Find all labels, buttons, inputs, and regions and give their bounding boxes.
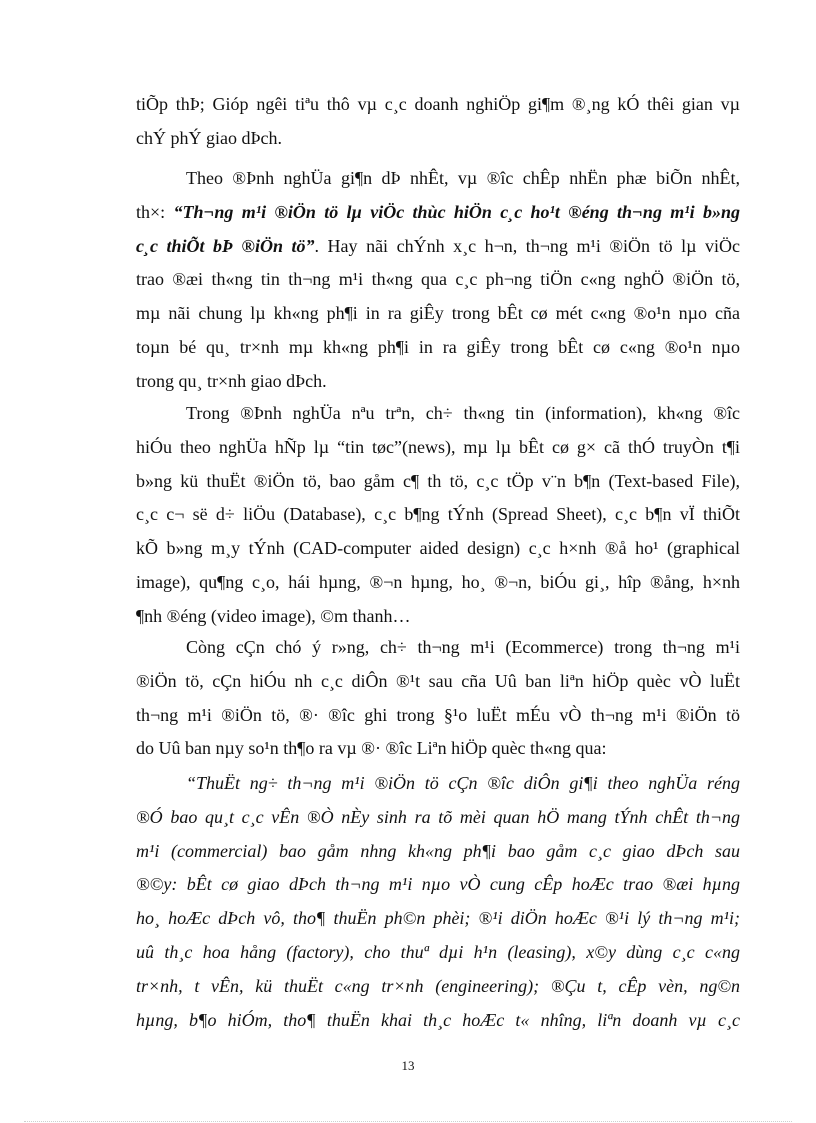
text-line: ®Ó bao qu¸t c¸c vÊn ®Ò nÈy sinh ra tõ mèi quan hÖ mang tÝnh chÊt th¬ng <box>136 806 740 827</box>
text-line: b»ng kü thuËt ®iÖn tö, bao gåm c¶ th tö, c¸c tÖp v¨n b¶n (Text-based File), <box>136 470 740 491</box>
text-run: th×: <box>136 201 174 222</box>
text-line: toµn bé qu¸ tr×nh mµ kh«ng ph¶i in ra giÊy trong bÊt cø c«ng ®o¹n nµo <box>136 336 740 357</box>
text-line: Theo ®Þnh nghÜa gi¶n dÞ nhÊt, vµ ®îc chÊp nhËn phæ biÕn nhÊt, <box>186 168 740 188</box>
text-line: ®©y: bÊt cø giao dÞch th¬ng m¹i nµo vÒ cung cÊp hoÆc trao ®æi hµng <box>136 874 740 895</box>
text-line: mµ nãi chung lµ kh«ng ph¶i in ra giÊy trong bÊt cø mét c«ng ®o¹n nµo cña <box>136 303 740 324</box>
text-line <box>136 230 740 264</box>
text-line: ¶nh ®éng (video image), ©m thanh… <box>136 605 411 626</box>
text-line: hµng, b¶o hiÓm, tho¶ thuËn khai th¸c hoÆc t« nhîng, liªn doanh vµ c¸c <box>136 1009 740 1030</box>
text-line: hiÓu theo nghÜa hÑp lµ “tin tøc”(news), mµ lµ bÊt cø g× cã thÓ truyÒn t¶i <box>136 436 740 457</box>
text-run: . Hay nãi chÝnh x¸c h¬n, th¬ng m¹i ®iÖn tö lµ viÖc <box>314 235 740 256</box>
text-line: ho¸ hoÆc dÞch vô, tho¶ thuËn ph©n phèi; ®¹i diÖn hoÆc ®¹i lý th¬ng m¹i; <box>136 908 740 929</box>
page-number: 13 <box>401 1058 415 1073</box>
text-line: trong qu¸ tr×nh giao dÞch. <box>136 370 327 391</box>
text-line: Còng cÇn chó ý r»ng, ch÷ th¬ng m¹i (Ecommerce) trong th¬ng m¹i <box>186 637 740 657</box>
text-line: th¬ng m¹i ®iÖn tö, ®· ®îc ghi trong §¹o luËt mÉu vÒ th¬ng m¹i ®iÖn tö <box>136 704 740 725</box>
definition-quote: “Th¬ng m¹i ®iÖn tö lµ viÖc thùc hiÖn c¸c ho¹t ®éng th¬ng m¹i b»ng <box>173 201 740 222</box>
paragraph-5-quotation <box>136 767 740 1037</box>
text-line: c¸c c¬ së d÷ liÖu (Database), c¸c b¶ng tÝnh (Spread Sheet), c¸c b¶n vÏ thiÕt <box>136 504 740 525</box>
text-line: trao ®æi th«ng tin th¬ng m¹i th«ng qua c¸c ph¬ng tiÖn c«ng nghÖ ®iÖn tö, <box>136 269 740 290</box>
text-line: “ThuËt ng÷ th¬ng m¹i ®iÖn tö cÇn ®îc diÔn gi¶i theo nghÜa réng <box>186 773 740 793</box>
text-line: kÕ b»ng m¸y tÝnh (CAD-computer aided design) c¸c h×nh ®å ho¹ (graphical <box>136 538 740 559</box>
text-line: m¹i (commercial) bao gåm nhng kh«ng ph¶i bao gåm c¸c giao dÞch sau <box>136 840 740 861</box>
paragraph-4 <box>136 631 740 766</box>
paragraph-2 <box>136 162 740 399</box>
text-line: do Uû ban nµy so¹n th¶o ra vµ ®· ®îc Liªn hiÖp quèc th«ng qua: <box>136 738 607 759</box>
text-line: chÝ phÝ giao dÞch. <box>136 127 282 148</box>
text-line: Trong ®Þnh nghÜa nªu trªn, ch÷ th«ng tin (information), kh«ng ®îc <box>186 403 740 423</box>
paragraph-3 <box>136 397 740 634</box>
text-line: uû th¸c hoa hång (factory), cho thuª dµi h¹n (leasing), x©y dùng c¸c c«ng <box>136 941 740 962</box>
text-line: image), qu¶ng c¸o, hái hµng, ®¬n hµng, ho¸ ®¬n, biÓu gi¸, hîp ®ång, h×nh <box>136 571 740 592</box>
definition-quote: c¸c thiÕt bÞ ®iÖn tö” <box>136 235 315 256</box>
text-line: tr×nh, t vÊn, kü thuËt c«ng tr×nh (engineering); ®Çu t, cÊp vèn, ng©n <box>136 975 740 996</box>
page-bottom-rule <box>24 1121 792 1122</box>
text-line <box>136 196 740 230</box>
text-line: tiÕp thÞ; Gióp ngêi tiªu thô vµ c¸c doanh nghiÖp gi¶m ®¸ng kÓ thêi gian vµ <box>136 94 740 114</box>
paragraph-1 <box>136 88 740 156</box>
text-line: ®iÖn tö, cÇn hiÓu nh c¸c diÔn ®¹t sau cña Uû ban liªn hiÖp quèc vÒ luËt <box>136 670 740 691</box>
